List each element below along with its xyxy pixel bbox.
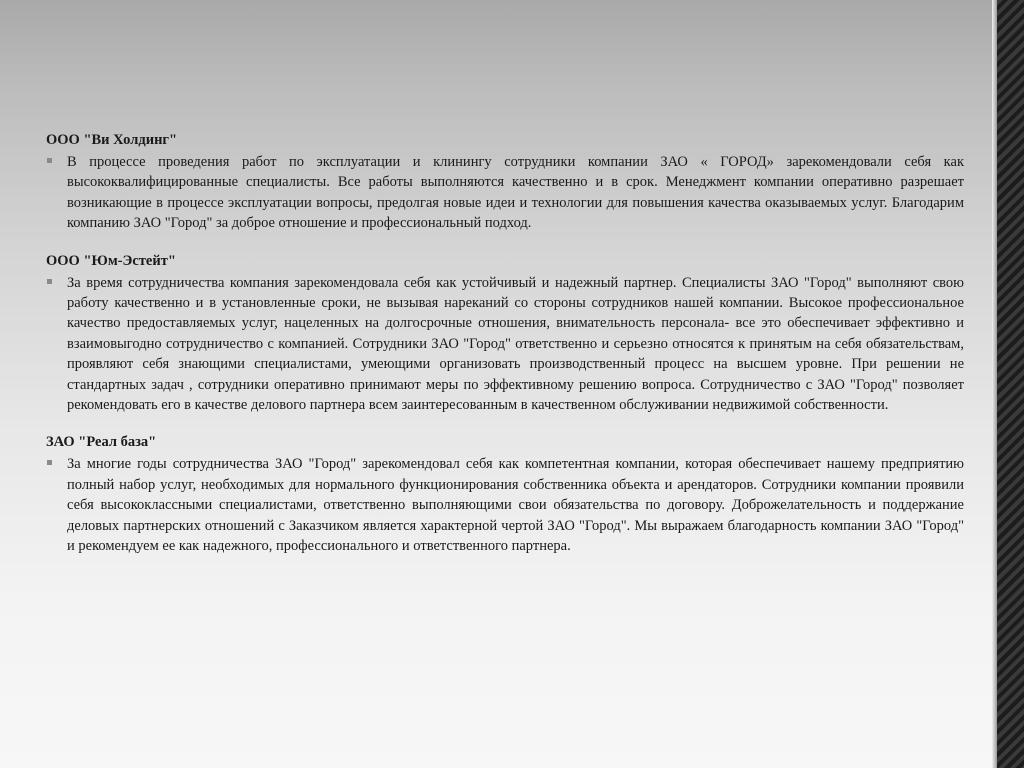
decorative-side-strip (992, 0, 1024, 768)
bullet-item (46, 273, 964, 416)
testimonial-text: За многие годы сотрудничества ЗАО "Город" зарекомендовал себя как компетентная компании, которая обеспечивает нашему предприятию полный набор услуг, необходимых для нормального функционирования собственника объекта и арендаторов. Сотрудники компании проявили себя высококлассными специалистами, ответственно выполняющими свои обязательства по договору. Доброжелательность и поддержание деловых партнерских отношений с Заказчиком является характерной чертой ЗАО "Город". Мы выражаем благодарность компании ЗАО "Город" и рекомендуем ее как надежного, профессионального и ответственного партнера. (67, 456, 964, 555)
strip-diagonal-pattern (997, 0, 1024, 768)
testimonials-content (46, 130, 964, 574)
testimonial-section (46, 130, 964, 234)
square-bullet-icon (47, 460, 52, 465)
testimonial-section (46, 251, 964, 416)
testimonial-section (46, 432, 964, 556)
company-heading: ООО "Юм-Эстейт" (46, 252, 176, 269)
square-bullet-icon (47, 279, 52, 284)
bullet-item (46, 152, 964, 234)
bullet-item (46, 454, 964, 556)
company-heading: ЗАО "Реал база" (46, 434, 157, 451)
square-bullet-icon (47, 158, 52, 163)
company-heading: ООО "Ви Холдинг" (46, 132, 178, 148)
testimonial-text: В процессе проведения работ по эксплуатации и клинингу сотрудники компании ЗАО « ГОРОД» зарекомендовали себя как высококвалифицированные специалисты. Все работы выполняются качественно и в срок. Менеджмент компании оперативно разрешает возникающие в процессе эксплуатации вопросы, предолгая новые идеи и технологии для повышения качества оказываемых услуг. Благодарим компанию ЗАО "Город" за доброе отношение и профессиональный подход. (67, 154, 964, 232)
testimonial-text: За время сотрудничества компания зарекомендовала себя как устойчивый и надежный партнер. Специалисты ЗАО "Город" выполняют свою работу качественно и в установленные сроки, не вызывая нареканий со стороны сотрудников нашей компании. Высокое профессиональное качество предоставляемых услуг, нацеленных на долгосрочные отношения, внимательность персонала- все это обеспечивает эффективно и взаимовыгодно сотрудничество с компанией. Сотрудники ЗАО "Город" ответственно и серьезно относятся к принятым на себя обязательствам, проявляют себя знающими специалистами, умеющими организовать производственный процесс на высшем уровне. При решении не стандартных задач , сотрудники оперативно принимают меры по эффективному решению вопроса. Сотрудничество с ЗАО "Город" позволяет рекомендовать его в качестве делового партнера всем заинтересованным в качественном обслуживании недвижимой собственности. (67, 274, 964, 414)
